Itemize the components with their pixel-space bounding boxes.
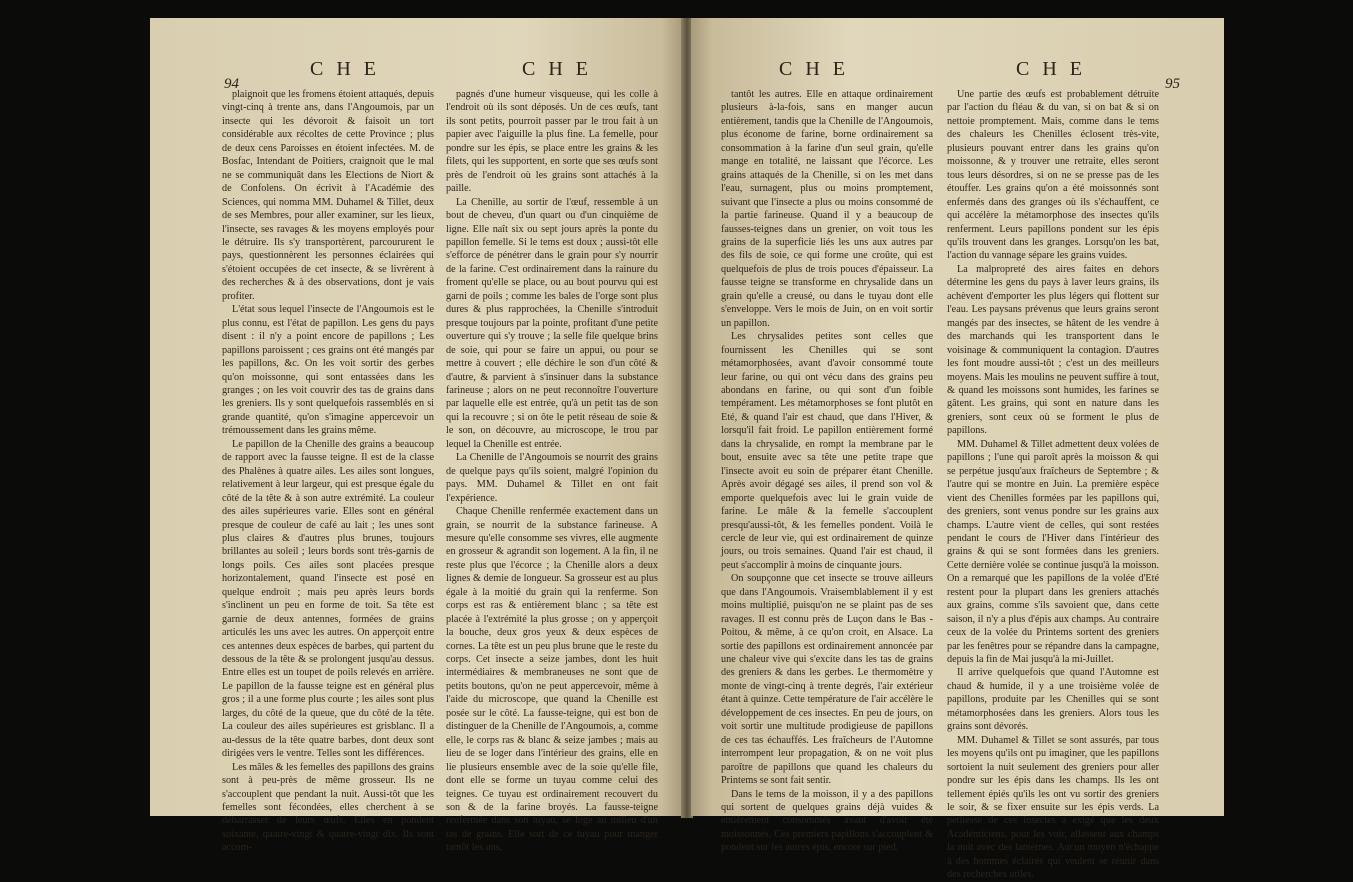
paragraph: Les chrysalides petites sont celles que fournissent les Chenilles qui se sont métamorphosées, avant d'avoir consommé toute leur farine, ou qui ont vécu dans des grains peu abondans en farine, ou qui sont d'un foible tempérament. Les métamorphoses se font plutôt en Eté, & quand l'air est chaud, que dans l'Hiver, & lorsqu'il fait froid. Le papillon entièrement formé dans la chrysalide, en rompt la membrane par le bout, ensuite avec sa tête une petite trape que l'insecte avoit eu soin de préparer étant Chenille. Après avoir dégagé ses ailes, il prend son vol & emporte quelquefois avec lui le grain vuide de farine. Le mâle & la femelle s'accouplent presqu'aussi-tôt, & les femelles pondent. Voilà le cercle de leur vie, qui est ordinairement de quinze jours, ou trois semaines. Quand l'air est chaud, il peut s'accomplir à moins de cinquante jours. bbox=[721, 331, 933, 571]
paragraph: La Chenille de l'Angoumois se nourrit des grains de quelque pays qu'ils soient, malgré l'opinion du pays. MM. Duhamel & Tillet en ont fait l'expérience. bbox=[446, 452, 658, 504]
paragraph: Il arrive quelquefois que quand l'Automne est chaud & humide, il y a une troisième volée de papillons, produite par les Chenilles qui se sont métamorphosées dans les greniers. Alors tous les grains sont dévorés. bbox=[947, 667, 1159, 733]
page-number: 95 bbox=[1165, 76, 1180, 92]
text-column-left bbox=[222, 88, 435, 854]
paragraph: MM. Duhamel & Tillet se sont assurés, par tous les moyens qu'ils ont pu imaginer, que les papillons sortoient la nuit seulement des greniers pour aller pondre sur les épis dans les champs. Ils les ont tellement épiés qu'ils les ont vu sortir des greniers le soir, & se fixer ensuite sur les épis verds. La petitesse de ces insectes a exigé que les deux Académiciens, pour les voir, allassent aux champs la nuit avec des lanternes. Aucun moyen n'échappe à des hommes éclairés qui veulent se réunir dans des recherches utiles. bbox=[947, 734, 1159, 881]
paragraph: L'état sous lequel l'insecte de l'Angoumois est le plus connu, est l'état de papillon. Les gens du pays disent : il n'y a point encore de papillons ; Les papillons paroissent ; ces grains ont été mangés par les papillons, &c. On les voit sortir des gerbes qu'on moissonne, qui sont entassées dans les granges ; on les voit couvrir des tas de grains dans les greniers. Ils y sont quelquefois rassemblés en si grande quantité, qu'on s'imagine appercevoir un trémoussement dans les grains même. bbox=[222, 304, 434, 437]
paragraph: On soupçonne que cet insecte se trouve ailleurs que dans l'Angoumois. Vraisemblablement il y est moins multiplié, puisqu'on ne se plaint pas de ses ravages. Il est connu près de Luçon dans le Bas - Poitou, & même, à ce qu'on croit, en Alsace. La sortie des papillons est ordinairement annoncée par une chaleur vive qui s'excite dans les tas de grains des greniers & dans les gerbes. Le thermomètre y monte de vingt-cinq à trente degrés, l'air extérieur étant à quinze. Cette température de l'air accélère le développement de ces insectes. En peu de jours, on voit sortir une multitude prodigieuse de papillons de ces tas échauffés. Les fraîcheurs de l'Automne interrompent leur propagation, & on ne voit plus paroître de papillons que quand les chaleurs du Printems se sont fait sentir. bbox=[721, 573, 933, 787]
paragraph: Une partie des œufs est probablement détruite par l'action du fléau & du van, si on bat & si on nettoie promptement. Mais, comme dans le tems des chaleurs les Chenilles éclosent très-vite, plusieurs pouvant entrer dans les grains qu'on moissonne, & y trouver une retraite, elles seront tous leurs désordres, si on ne se presse pas de les étouffer. Les grains qu'on a été moissonnés sont enfermés dans des granges où ils s'échauffent, ce qui accélère la métamorphose des insectes qu'ils renferment. Leurs papillons pondent sur les épis qu'ils trouvent dans les granges. Lorsqu'on les bat, l'action du vannage sépare les grains vuides. bbox=[947, 89, 1159, 262]
text-column-right bbox=[446, 88, 658, 854]
paragraph: pagnés d'une humeur visqueuse, qui les colle à l'endroit où ils sont déposés. Un de ces œufs, tant ils sont petits, pourroit passer par le trou fait à un papier avec l'aiguille la plus fine. La femelle, pour pondre sur les épis, se place entre les grains & les filets, qui les supportent, en sorte que ses œufs sont près de l'endroit où les grains sont attachés à la paille. bbox=[446, 89, 658, 195]
running-header: C H E bbox=[522, 58, 592, 80]
paragraph: plaignoit que les fromens étoient attaqués, depuis vingt-cinq à trente ans, dans l'Angoumois, par un insecte qui les dévoroit & faisoit un tort considérable aux récoltes de cette Province ; plus de deux cens Paroisses en étoient infectées. M. de Bosfac, Intendant de Poitiers, craignoit que le mal ne se communiquât dans les Elections de Niort & de Confolens. On écrivit à l'Académie des Sciences, qui nomma MM. Duhamel & Tillet, deux de ses Membres, pour aller examiner, sur les lieux, l'insecte, ses ravages & les moyens employés pour le détruire. Ils s'y transportèrent, parcoururent le pays, questionnèrent les personnes éclairées qui s'étoient occupées de cet insecte, & se livrèrent à des recherches & à des observations, dont je vais profiter. bbox=[222, 89, 434, 302]
page-number: 94 bbox=[224, 76, 239, 92]
text-column-left bbox=[721, 88, 933, 854]
paragraph: Chaque Chenille renfermée exactement dans un grain, se nourrit de la substance farineuse. A mesure qu'elle consomme ses vivres, elle augmente en grosseur & agrandit son logement. A la fin, il ne reste plus que l'écorce ; la Chenille alors a deux lignes & demie de longueur. Sa grosseur est au plus égale à la moitié du grain qui la renferme. Son corps est ras & entièrement blanc ; sa tête est placée à l'extrémité la plus grosse ; on y apperçoit la bouche, deux gros yeux & deux espèces de cornes. La tête est un peu plus brune que le reste du corps. Cet insecte a seize jambes, dont les huit intermédiaires & membraneuses ne sont que de petits boutons, qu'on ne peut appercevoir, même à l'aide du microscope, que quand la Chenille est posée sur le côté. La fausse-teigne, qui est bon de distinguer de la Chenille de l'Angoumois, a, comme elle, le corps ras & blanc & seize jambes ; mais au lieu de se loger dans l'intérieur des grains, elle en lie plusieurs ensemble avec de la soie qu'elle file, dont elle se forme un tuyau comme celui des teignes. Ce tuyau est ordinairement recouvert du son & de la farine broyés. La fausse-teigne renfermée dans son tuyau, se loge au milieu d'un tas de grains. Elle sort de ce tuyau pour manger tantôt les uns, bbox=[446, 506, 658, 854]
paragraph: Dans le tems de la moisson, il y a des papillons qui sortent de quelques grains déjà vuides & entièrement consommés avant d'avoir été moissonnés. Ces premiers papillons s'accouplent & pondent sur les autres épis, encore sur pied. bbox=[721, 788, 933, 854]
paragraph: La Chenille, au sortir de l'œuf, ressemble à un bout de cheveu, d'un quart ou d'un cinquième de ligne. Elle naît six ou sept jours après la ponte du papillon femelle. Si le tems est doux ; aussi-tôt elle s'efforce de pénétrer dans le grain pour s'y nourrir de la farine. C'est ordinairement dans la rainure du froment qu'elle se place, ou au bout pourvu qui est garni de poils ; comme les bales de l'orge sont plus dures & plus rapprochées, la Chenille s'introduit presque toujours par la pointe, profitant d'une petite ouverture qui s'y trouve ; la selle file quelque brins de soie, qui pour se faire un appui, ou pour se mettre à couvert ; elle déchire le son d'un côté & d'autre, & parvient à s'insinuer dans la substance farineuse ; alors on ne peut reconnoître l'ouverture par laquelle elle est entrée, qu'à un petit tas de son qui la recouvre ; si on ôte le petit réseau de soie & le son, on découvre, au microscope, le trou par lequel la Chenille est entrée. bbox=[446, 196, 658, 450]
running-header: C H E bbox=[310, 58, 380, 80]
paragraph: Le papillon de la Chenille des grains a beaucoup de rapport avec la fausse teigne. Il est de la classe des Phalènes à quatre ailes. Les ailes sont longues, relativement à leur largeur, qui est presque égale du côté de la tête & à son autre extrémité. La couleur des ailes supérieures varie. Elles sont en général presque de couleur de café au lait ; les unes sont plus claires & d'autres plus brunes, toujours brillantes au soleil ; leurs bords sont très-garnis de longs poils. Ces ailes sont placées presque horizontalement, quand l'insecte est posé en quelque endroit ; mais peu après leurs bords s'inclinent un peu en forme de toit. Sa tête est garnie de deux antennes, formées de grains articulés les uns avec les autres. On apperçoit entre ces antennes deux espèces de barbes, qui partent du dessous de la tête & se prolongent jusqu'au dessus. Entre elles est un toupet de poils relevés en arrière. Le papillon de la fausse teigne est en général plus gros ; il a une forme plus courte ; les ailes sont plus larges, du côté de la queue, que du côté de la tête. La couleur des ailes supérieures est grisblanc. Il a au-dessus de la tête quatre barbes, dont deux sont dirigées vers le ventre. Telles sont les différences. bbox=[222, 438, 434, 760]
left-page bbox=[150, 18, 683, 854]
running-header: C H E bbox=[779, 58, 849, 80]
paragraph: tantôt les autres. Elle en attaque ordinairement plusieurs à-la-fois, sans en manger aucun entièrement, tandis que la Chenille de l'Angoumois, plus économe de farine, borne ordinairement sa consommation à la farine d'un seul grain, qu'elle mange en totalité, ne laissant que l'écorce. Les grains attaqués de la Chenille, si on les met dans l'eau, surnagent, plus ou moins promptement, suivant que l'insecte a plus ou moins consommé de la partie farineuse. Quand il y a beaucoup de fausses-teignes dans un grenier, on voit tous les grains de la superficie liés les uns aux autres par des fils de soie, ce qui forme une croûte, qui est quelquefois de plus de trois pouces d'épaisseur. La fausse teigne se transforme en chrysalide dans un grain qu'elle a creusé, ou dans le tuyau dont elle s'enveloppe. Vers le mois de Juin, on en voit sortir un papillon. bbox=[721, 89, 933, 329]
open-book bbox=[150, 18, 1232, 881]
paragraph: MM. Duhamel & Tillet admettent deux volées de papillons ; l'une qui paroît après la moisson & qui se perpétue jusqu'aux fraîcheurs de Septembre ; & l'autre qui se montre en Juin. La première espèce vient des Chenilles formées par les papillons qui, des greniers, sont venus pondre sur les grains aux champs. L'autre vient de celles, qui sont restées pendant le cours de l'Hiver dans l'intérieur des grains & qui se sont formées dans les greniers. Cette dernière volée se continue jusqu'à la moisson. On a remarqué que les papillons de la volée d'Eté restent pour la plupart dans les greniers attachés aux grains, comme s'ils savoient que, dans cette saison, il n'y a plus d'épis aux champs. Au contraire ceux de la volée du Printems sortent des greniers par les fenêtres pour se répandre dans la campagne, depuis la fin de Mai jusqu'à la mi-Juillet. bbox=[947, 438, 1159, 666]
paragraph: Les mâles & les femelles des papillons des grains sont à peu-près de même grosseur. Ils ne s'accouplent que pendant la nuit. Aussi-tôt que les femelles sont fécondées, elles cherchent à se débarrasser de leurs œufs. Elles en pondent soixante, quatre-vingt & quatre-vingt dix. Ils sont accom- bbox=[222, 761, 435, 854]
running-header: C H E bbox=[1016, 58, 1086, 80]
text-column-right bbox=[947, 88, 1159, 881]
right-page bbox=[691, 18, 1224, 881]
paragraph: La malpropreté des aires faites en dehors détermine les gens du pays à laver leurs grains, ils achèvent d'emporter les plus légers qui flottent sur l'eau. Les paysans prévenus que leurs grains seront mangés par des insectes, se hâtent de les vendre à des marchands qui les transportent dans le voisinage & communiquent la contagion. D'autres les font moudre aussi-tôt ; c'est un des meilleurs moyens. Mais les moulins ne peuvent suffire à tout, & quand les moissons sont humides, les farines se gâtent. Les grains, qui sont en nature dans les greniers, sont ceux où se forment le plus de papillons. bbox=[947, 263, 1159, 437]
